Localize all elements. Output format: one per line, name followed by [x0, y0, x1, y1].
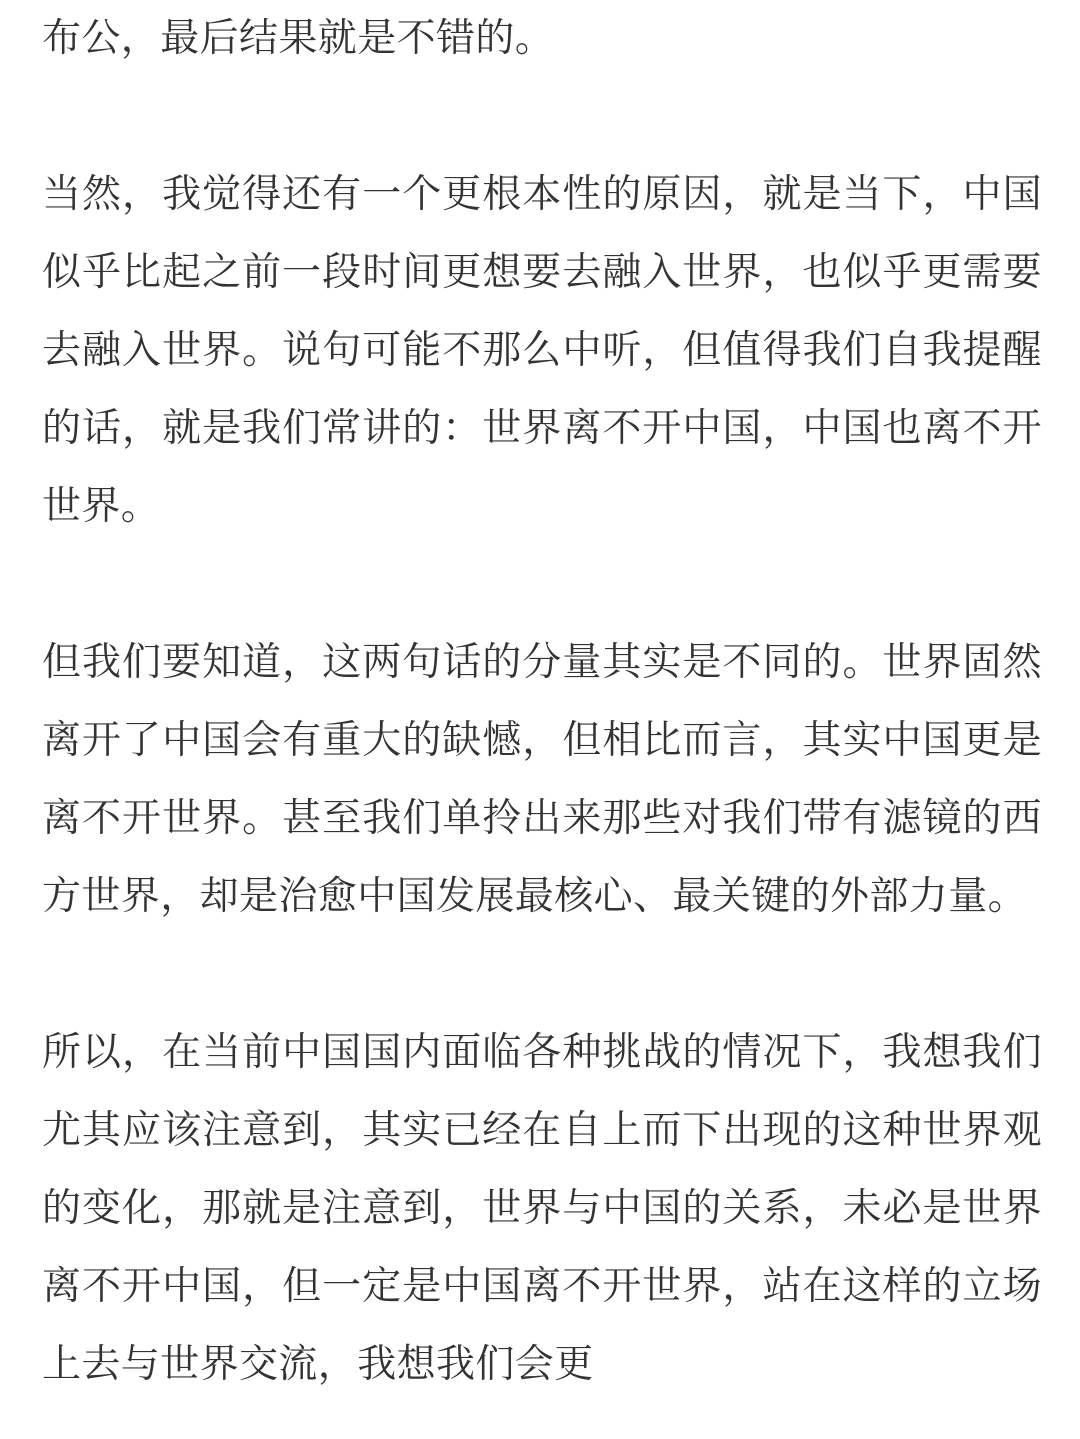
paragraph-spacer [42, 936, 1042, 1014]
article-paragraph: 所以，在当前中国国内面临各种挑战的情况下，我想我们尤其应该注意到，其实已经在自上而下出现的这种世界观的变化，那就是注意到，世界与中国的关系，未必是世界离不开中国，但一定是中国离不开世界，站在这样的立场上去与世界交流，我想我们会更 [42, 1030, 1042, 1387]
paragraph-spacer [42, 78, 1042, 156]
article-body [42, 0, 1042, 1404]
paragraph-spacer [42, 546, 1042, 624]
article-paragraph: 布公，最后结果就是不错的。 [42, 16, 555, 61]
article-paragraph: 但我们要知道，这两句话的分量其实是不同的。世界固然离开了中国会有重大的缺憾，但相比而言，其实中国更是离不开世界。甚至我们单拎出来那些对我们带有滤镜的西方世界，却是治愈中国发展最核心、最关键的外部力量。 [42, 640, 1042, 919]
article-paragraph: 当然，我觉得还有一个更根本性的原因，就是当下，中国似乎比起之前一段时间更想要去融入世界，也似乎更需要去融入世界。说句可能不那么中听，但值得我们自我提醒的话，就是我们常讲的：世界离不开中国，中国也离不开世界。 [42, 172, 1042, 529]
